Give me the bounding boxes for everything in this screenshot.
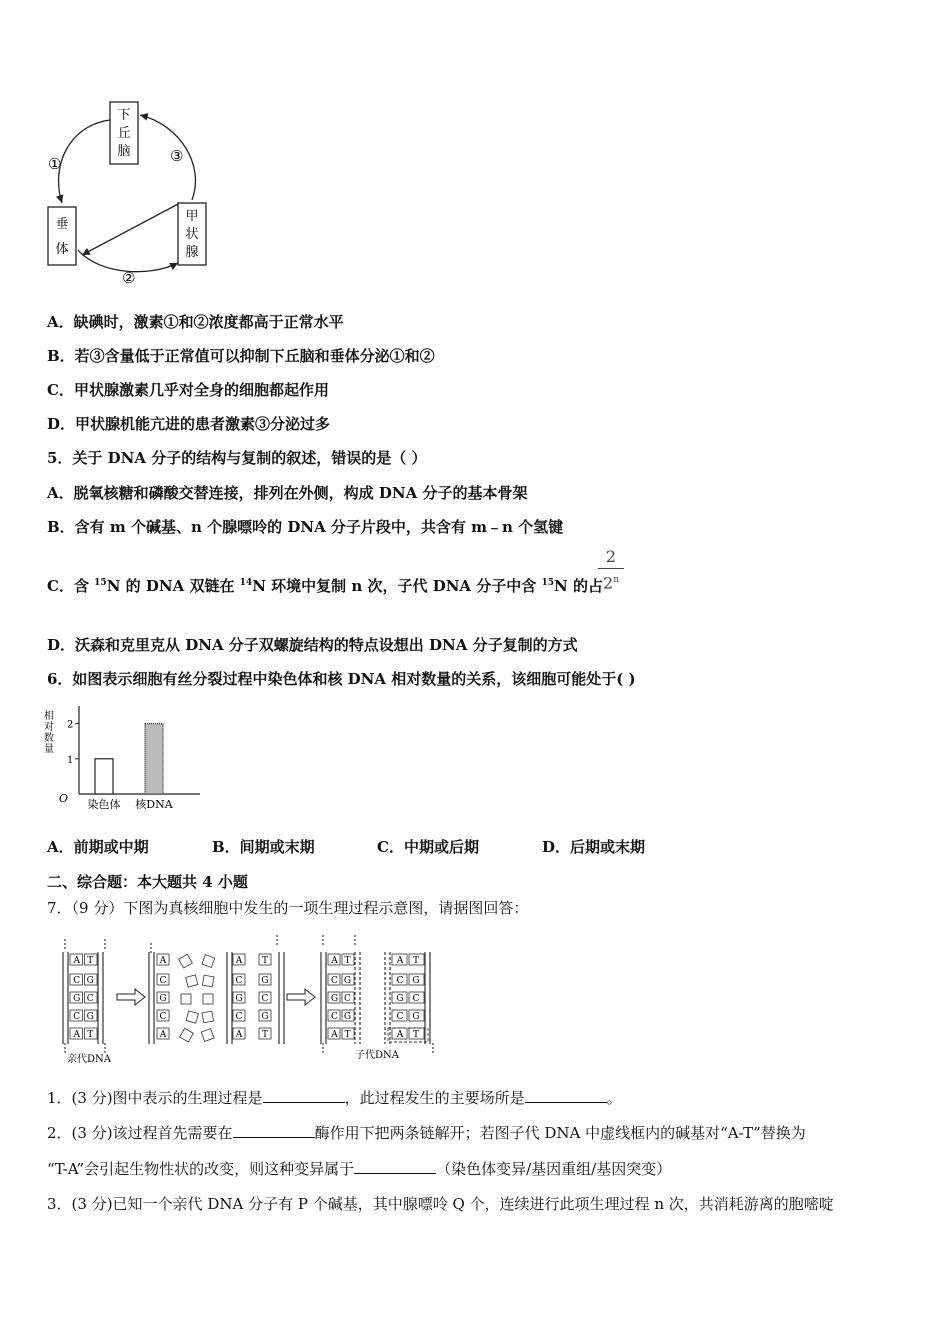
strand-dot [104,939,106,941]
fraction-den-base: 2 [603,573,614,593]
fraction-bar [598,568,624,569]
base-label: G [261,1012,269,1022]
free-nucleotide [179,954,193,968]
base-label: A [396,956,404,966]
base-label: C [159,976,167,986]
q5-option-d: D．沃森和克里克从 DNA 分子双螺旋结构的特点设想出 DNA 分子复制的方式 [47,636,578,654]
base-label: G [412,976,420,986]
q5-option-c [47,575,603,596]
strand-dot [104,1047,106,1049]
x-tick-label-0: 染色体 [87,798,121,811]
base-label: C [261,994,269,1004]
fraction-den-exp: n [613,575,619,585]
fraction-denominator [598,571,624,592]
q5-option-b: B．含有 m 个碱基、n 个腺嘌呤的 DNA 分子片段中，共含有 m﹣n 个氢键 [47,518,564,536]
x-tick-label-1: 核DNA [135,798,173,811]
parent-dna [63,939,106,1053]
bar-nuclear-dna [145,724,163,794]
strand-dot [104,1043,106,1045]
arrow-1 [59,120,110,203]
arrow-3a [140,115,195,200]
base-label: T [412,956,420,966]
base-label: G [86,1012,94,1022]
strand-dot [354,935,356,937]
strand-dot [276,935,278,937]
base-label: C [86,994,94,1004]
strand-dot [150,943,152,945]
hypothalamus-char-3: 脑 [117,144,131,159]
strand-dot [322,939,324,941]
base-label: C [396,1012,404,1022]
hormone-marker-2: ② [122,269,136,287]
q7-s1-prefix: 1．(3 分)图中表示的生理过程是 [47,1089,263,1107]
hypothalamus-char-1: 下 [117,108,131,123]
unwinding-dna [149,935,284,1044]
strand-dot [64,1043,66,1045]
strand-dot [432,1051,434,1053]
y-tick-label-1: 1 [67,754,74,766]
q5-c-sup-15b: 15 [541,578,555,588]
answer-blank-4[interactable] [354,1173,436,1174]
base-label: G [235,994,243,1004]
free-nucleotide [201,1029,214,1042]
base-label: G [159,994,167,1004]
base-label: T [412,1030,420,1040]
base-label: G [412,1012,420,1022]
bar-chromosome [95,759,113,794]
base-label: T [344,956,351,966]
base-label: C [235,1012,243,1022]
hormone-marker-3: ③ [170,147,184,165]
q4-option-c: C．甲状腺激素几乎对全身的细胞都起作用 [47,381,329,399]
hypothalamus-char-2: 丘 [117,126,131,141]
q7-subq-1 [47,1087,622,1108]
child-dna-label: 子代DNA [355,1050,399,1061]
q7-s2b-prefix: “T-A”会引起生物性状的改变，则这种变异属于 [47,1160,355,1178]
q5-c-sup-15a: 15 [94,578,107,588]
q7-subq-3: 3．(3 分)已知一个亲代 DNA 分子有 P 个碱基，其中腺嘌呤 Q 个，连续进行此项生理过程 n 次，共消耗游离的胞嘧啶 [47,1195,834,1213]
strand-dot [322,1043,324,1045]
hormone-marker-1: ① [48,155,62,173]
q5-c-sup-14: 14 [239,578,253,588]
strand-dot [104,943,106,945]
q6-option-a: A．前期或中期 [47,838,149,856]
q7-s2-prefix: 2．(3 分)该过程首先需要在 [47,1124,233,1142]
q7-subq-2 [47,1122,806,1143]
q7-subq-2-cont [47,1158,671,1179]
thyroid-char-3: 腺 [185,245,199,260]
strand-dot [276,943,278,945]
base-label: G [86,976,94,986]
chart-origin-label: O [59,792,69,805]
q5-c-mid3: N 的占 [554,577,603,595]
q5-option-a: A．脱氧核糖和磷酸交替连接，排列在外侧，构成 DNA 分子的基本骨架 [47,484,528,502]
base-label: G [343,1012,352,1022]
fraction-numerator: 2 [605,547,617,566]
parent-dna-label: 亲代DNA [67,1054,111,1065]
free-nucleotide [180,1028,194,1042]
child-dna [321,935,434,1053]
base-label: T [87,1030,94,1040]
free-nucleotide [186,975,198,987]
base-label: T [344,1030,351,1040]
strand-dot [276,939,278,941]
q6-option-d: D．后期或末期 [542,838,646,856]
base-label: A [73,956,80,966]
thyroid-char-1: 甲 [185,209,199,224]
arrow-2-icon [287,989,315,1005]
arrow-1-icon [117,989,145,1005]
strand-dot [322,935,324,937]
hormone-regulation-figure [40,95,220,287]
strand-dot [150,947,152,949]
base-label: G [73,994,81,1004]
base-label: C [331,976,338,986]
dna-replication-figure [55,932,440,1067]
strand-dot [64,1047,66,1049]
y-tick-label-2: 2 [67,719,74,731]
q7-stem: 7．（9 分）下图为真核细胞中发生的一项生理过程示意图，请据图回答： [47,899,529,917]
strand-dot [354,939,356,941]
base-label: A [235,1030,243,1040]
thyroid-char-2: 状 [185,227,199,242]
answer-blank-1[interactable] [263,1102,345,1103]
arrow-3b [82,203,180,255]
q4-option-a: A．缺碘时，激素①和②浓度都高于正常水平 [47,313,344,331]
q5-stem: 5．关于 DNA 分子的结构与复制的叙述，错误的是（ ） [47,449,427,467]
base-label: A [235,956,243,966]
free-nucleotide [202,975,214,987]
base-label: A [331,956,338,966]
q4-option-d: D．甲状腺机能亢进的患者激素③分泌过多 [47,415,331,433]
strand-dot [64,939,66,941]
chart-ylabel: 相对数量 [41,710,53,754]
base-label: G [343,976,352,986]
section-2-heading: 二、综合题：本大题共 4 小题 [47,873,248,891]
base-label: A [159,956,167,966]
free-nucleotide [186,1011,198,1023]
free-nucleotide [202,955,215,968]
q6-option-c: C．中期或后期 [377,838,479,856]
strand-dot [322,943,324,945]
q7-s2b-suffix: （染色体变异/基因重组/基因突变） [436,1160,672,1178]
base-label: A [331,1030,338,1040]
strand-dot [432,1043,434,1045]
base-label: T [87,956,94,966]
base-label: C [344,994,351,1004]
answer-blank-2[interactable] [525,1102,607,1103]
q7-s1-mid: ，此过程发生的主要场所是 [344,1089,525,1107]
base-label: C [412,994,420,1004]
answer-blank-3[interactable] [233,1137,315,1138]
free-nucleotide [202,1011,214,1023]
base-label: G [330,994,339,1004]
q4-option-b: B．若③含量低于正常值可以抑制下丘脑和垂体分泌①和② [47,347,435,365]
base-label: G [261,976,269,986]
base-label: C [159,1012,167,1022]
base-label: A [73,1030,80,1040]
strand-dot [150,951,152,953]
q6-stem: 6．如图表示细胞有丝分裂过程中染色体和核 DNA 相对数量的关系，该细胞可能处于( ) [47,670,636,688]
q7-s1-suffix: 。 [606,1089,622,1107]
strand-dot [322,1047,324,1049]
base-label: C [73,1012,81,1022]
base-label: A [159,1030,167,1040]
free-nucleotide [203,994,213,1004]
base-label: A [396,1030,404,1040]
strand-dot [322,1051,324,1053]
strand-dot [104,947,106,949]
base-label: C [73,976,81,986]
base-label: G [396,994,404,1004]
base-label: C [235,976,243,986]
base-label: T [261,956,269,966]
strand-dot [104,1051,106,1053]
strand-dot [64,943,66,945]
q5-c-mid1: N 的 DNA 双链在 [106,577,240,595]
strand-dot [64,947,66,949]
strand-dot [432,1047,434,1049]
base-label: T [261,1030,269,1040]
base-label: C [396,976,404,986]
q5-fraction [598,548,624,592]
q5-c-prefix: C．含 [47,577,95,595]
q7-s2-suffix: 酶作用下把两条链解开；若图子代 DNA 中虚线框内的碱基对“A-T”替换为 [314,1124,806,1142]
strand-dot [64,1051,66,1053]
strand-dot [354,943,356,945]
pituitary-char-2: 体 [55,242,69,257]
chromosome-dna-bar-chart [41,698,205,814]
free-nucleotide [181,994,191,1004]
q6-option-b: B．间期或末期 [212,838,315,856]
base-label: C [331,1012,338,1022]
pituitary-char-1: 垂 [55,217,69,232]
q5-c-mid2: N 环境中复制 n 次，子代 DNA 分子中含 [252,577,542,595]
